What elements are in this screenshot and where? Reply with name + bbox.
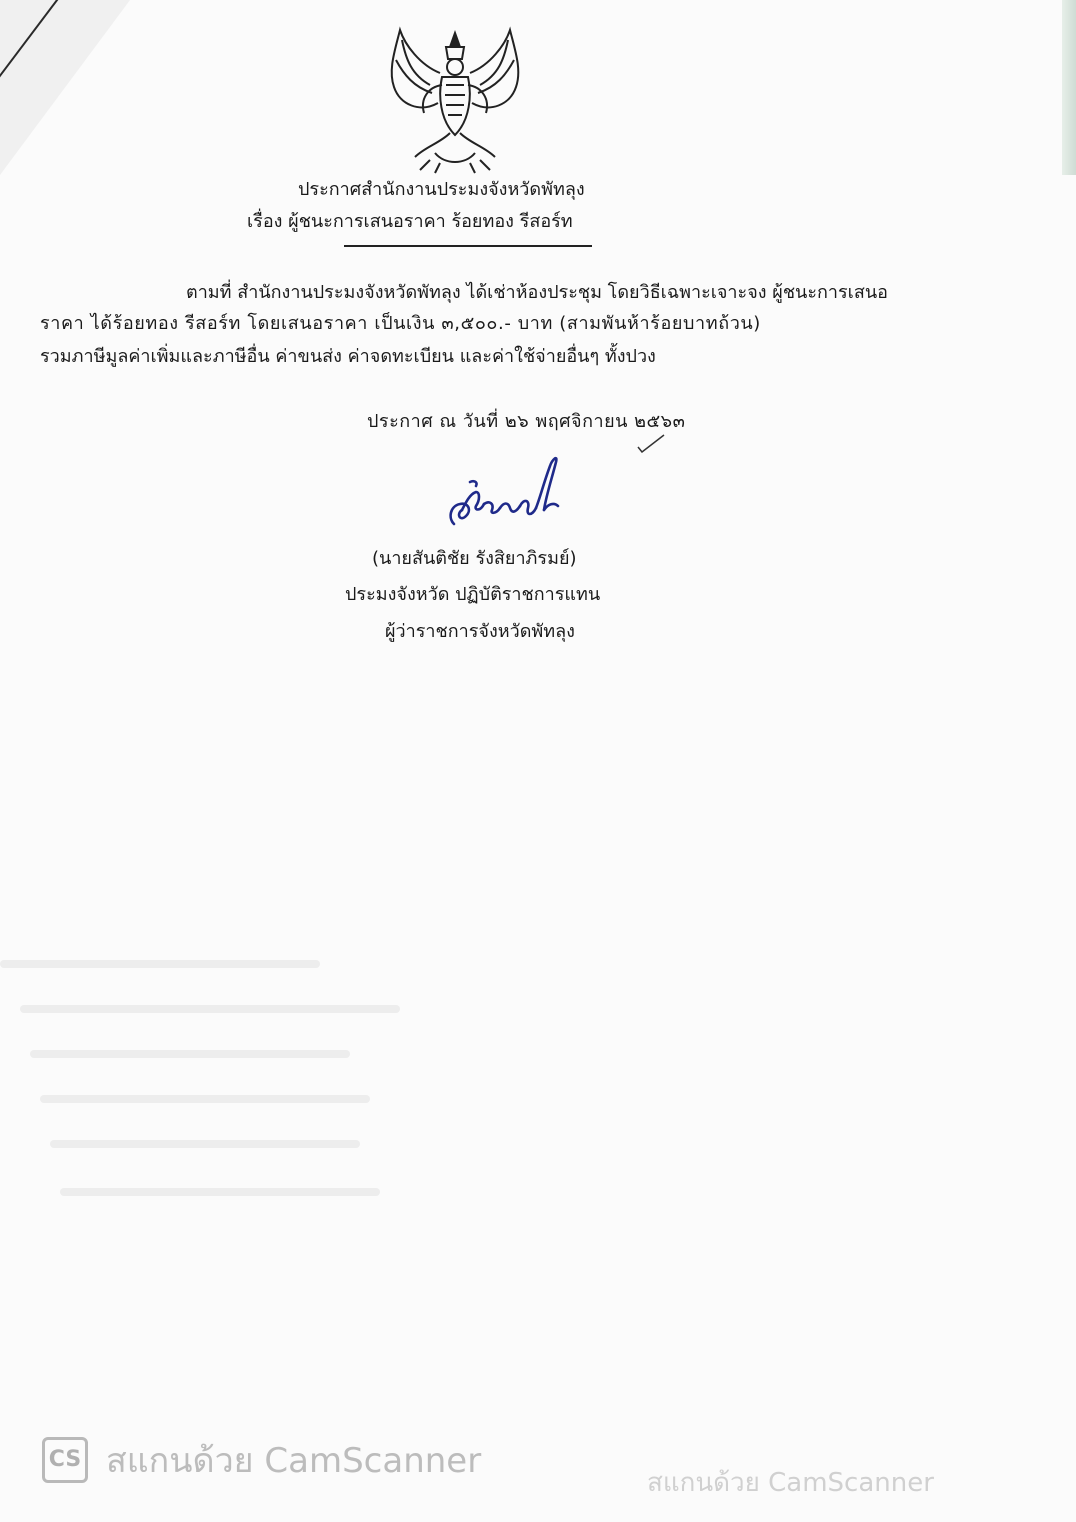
- handwritten-signature: [440, 452, 570, 534]
- body-paragraph-line-3: รวมภาษีมูลค่าเพิ่มและภาษีอื่น ค่าขนส่ง ค่าจดทะเบียน และค่าใช้จ่ายอื่นๆ ทั้งปวง: [40, 346, 656, 367]
- announcement-date: ประกาศ ณ วันที่ ๒๖ พฤศจิกายน ๒๕๖๓: [367, 411, 686, 432]
- page-corner-shadow: [0, 0, 130, 175]
- camscanner-watermark-secondary: สแกนด้วย CamScanner: [647, 1468, 934, 1498]
- signatory-position: ประมงจังหวัด ปฏิบัติราชการแทน: [345, 584, 601, 605]
- announcement-title: ประกาศสำนักงานประมงจังหวัดพัทลุง: [298, 179, 585, 200]
- signatory-name: (นายสันติชัย รังสิยาภิรมย์): [372, 548, 577, 569]
- camscanner-logo-icon: CS: [42, 1437, 88, 1483]
- page-right-edge: [1062, 0, 1076, 175]
- title-underline: [344, 245, 592, 247]
- garuda-emblem-icon: [380, 25, 530, 175]
- announcement-subject: เรื่อง ผู้ชนะการเสนอราคา ร้อยทอง รีสอร์ท: [247, 211, 573, 232]
- camscanner-watermark: สแกนด้วย CamScanner: [106, 1441, 482, 1481]
- checkmark-icon: [636, 433, 666, 453]
- body-paragraph-line-1: ตามที่ สำนักงานประมงจังหวัดพัทลุง ได้เช่าห้องประชุม โดยวิธีเฉพาะเจาะจง ผู้ชนะการเสนอ: [186, 282, 888, 303]
- body-paragraph-line-2: ราคา ได้ร้อยทอง รีสอร์ท โดยเสนอราคา เป็นเงิน ๓,๕๐๐.- บาท (สามพันห้าร้อยบาทถ้วน): [40, 313, 761, 334]
- signatory-on-behalf-of: ผู้ว่าราชการจังหวัดพัทลุง: [385, 621, 575, 642]
